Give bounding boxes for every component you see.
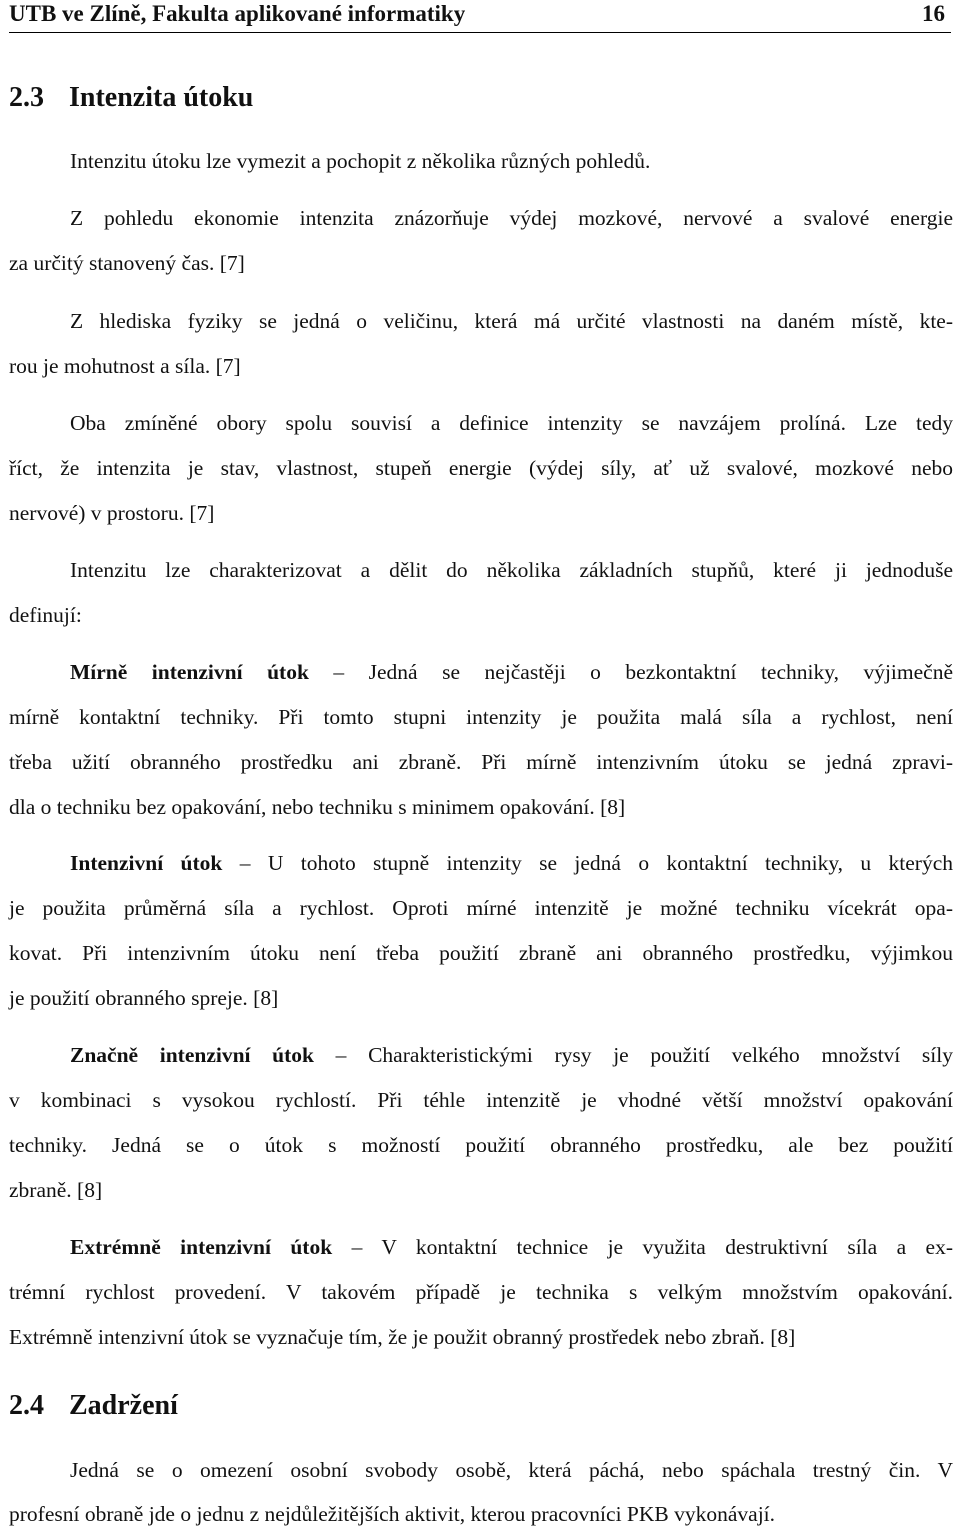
section-heading [9, 81, 253, 115]
section-number: 2.4 [9, 1390, 44, 1421]
paragraph-line: Z pohledu ekonomie intenzita znázorňuje výdej mozkové, nervové a svalové energie [70, 206, 953, 230]
section-heading [9, 1389, 178, 1423]
level-text: – U tohoto stupně intenzity se jedná o kontaktní techniky, u kterých [222, 851, 953, 875]
paragraph-line: říct, že intenzita je stav, vlastnost, stupeň energie (výdej síly, ať už svalové, mozkové nebo [9, 456, 953, 480]
level-mild-first-line [70, 657, 953, 687]
section-title: Zadržení [69, 1390, 178, 1421]
paragraph-line: mírně kontaktní techniky. Při tomto stupni intenzity je použita malá síla a rychlost, není [9, 705, 953, 729]
paragraph-line: za určitý stanovený čas. [7] [9, 251, 245, 275]
paragraph-line: techniky. Jedná se o útok s možností použití obranného prostředku, ale bez použití [9, 1133, 953, 1157]
header-title: UTB ve Zlíně, Fakulta aplikované informatiky [9, 1, 466, 26]
paragraph-line: Intenzitu lze charakterizovat a dělit do několika základních stupňů, které ji jednoduše [70, 558, 953, 582]
page-number: 16 [922, 1, 945, 26]
level-text: – Charakteristickými rysy je použití velkého množství síly [314, 1043, 953, 1067]
paragraph-line: trémní rychlost provedení. V takovém případě je technika s velkým množstvím opakování. [9, 1280, 953, 1304]
level-term: Extrémně intenzivní útok [70, 1235, 333, 1259]
paragraph-line: je použita průměrná síla a rychlost. Oproti mírné intenzitě je možné techniku vícekrát opa- [9, 896, 953, 920]
section-number: 2.3 [9, 82, 44, 113]
paragraph-line: nervové) v prostoru. [7] [9, 501, 215, 525]
paragraph-line: profesní obraně jde o jednu z nejdůležitějších aktivit, kterou pracovníci PKB vykonávají. [9, 1502, 776, 1526]
level-considerable-first-line [70, 1040, 953, 1070]
level-term: Intenzivní útok [70, 851, 223, 875]
paragraph-line: v kombinaci s vysokou rychlostí. Při téhle intenzitě je vhodné větší množství opakování [9, 1088, 953, 1112]
section-title: Intenzita útoku [69, 82, 254, 113]
paragraph-line: třeba užití obranného prostředku ani zbraně. Při mírně intenzivním útoku se jedná zpravi- [9, 750, 953, 774]
paragraph-line: je použití obranného spreje. [8] [9, 986, 279, 1010]
level-text: – V kontaktní technice je využita destruktivní síla a ex- [332, 1235, 953, 1259]
paragraph-line: Oba zmíněné obory spolu souvisí a definice intenzity se navzájem prolíná. Lze tedy [70, 411, 953, 435]
page-header [9, 0, 951, 33]
paragraph-line: Jedná se o omezení osobní svobody osobě, která páchá, nebo spáchala trestný čin. V [70, 1458, 953, 1482]
level-intensive-first-line [70, 848, 953, 878]
paragraph-line: Extrémně intenzivní útok se vyznačuje tím, že je použit obranný prostředek nebo zbraň. [8] [9, 1325, 796, 1349]
paragraph-line: dla o techniku bez opakování, nebo techniku s minimem opakování. [8] [9, 795, 626, 819]
level-text: – Jedná se nejčastěji o bezkontaktní techniky, výjimečně [308, 660, 953, 684]
paragraph-line: Z hlediska fyziky se jedná o veličinu, která má určité vlastnosti na daném místě, kte- [70, 309, 953, 333]
level-term: Značně intenzivní útok [70, 1043, 315, 1067]
level-term: Mírně intenzivní útok [70, 660, 309, 684]
paragraph-line: kovat. Při intenzivním útoku není třeba použití zbraně ani obranného prostředku, výjimkou [9, 941, 953, 965]
paragraph-line: definují: [9, 603, 82, 627]
paragraph-line: zbraně. [8] [9, 1178, 103, 1202]
paragraph-line: rou je mohutnost a síla. [7] [9, 354, 241, 378]
level-extreme-first-line [70, 1232, 953, 1262]
paragraph-line: Intenzitu útoku lze vymezit a pochopit z několika různých pohledů. [70, 149, 651, 173]
